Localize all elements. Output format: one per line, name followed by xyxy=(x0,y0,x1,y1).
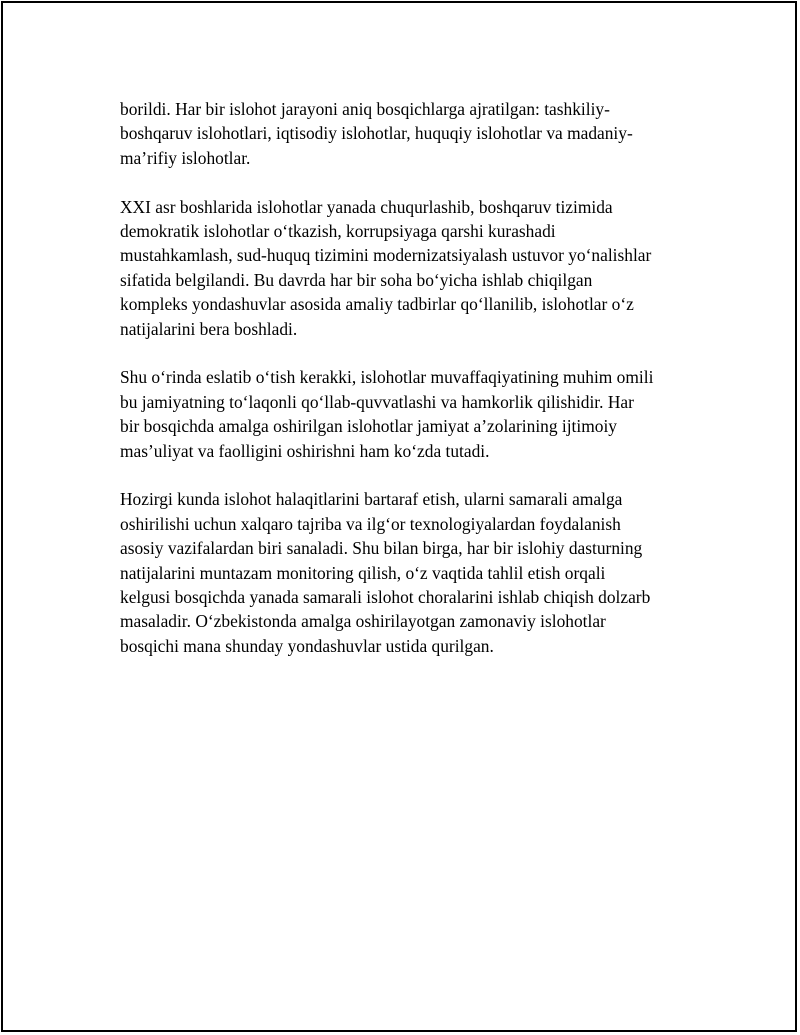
text-line: natijalarini muntazam monitoring qilish, o‘z vaqtida tahlil etish orqali xyxy=(120,562,606,583)
text-line: demokratik islohotlar o‘tkazish, korrupsiyaga qarshi kurashadi xyxy=(120,221,556,242)
text-line: oshirilishi uchun xalqaro tajriba va ilg‘or texnologiyalardan foydalanish xyxy=(120,513,621,534)
text-line: Shu o‘rinda eslatib o‘tish kerakki, islohotlar muvaffaqiyatining muhim omili xyxy=(120,367,654,388)
text-line: sifatida belgilandi. Bu davrda har bir soha bo‘yicha ishlab chiqilgan xyxy=(120,269,593,290)
text-line: kelgusi bosqichda yanada samarali islohot choralarini ishlab chiqish dolzarb xyxy=(120,587,651,608)
page-frame xyxy=(1,1,797,1032)
text-line: mustahkamlash, sud-huquq tizimini modernizatsiyalash ustuvor yo‘nalishlar xyxy=(120,245,652,266)
text-line: bu jamiyatning to‘laqonli qo‘llab-quvvatlashi va hamkorlik qilishidir. Har xyxy=(120,391,634,412)
text-line: Hozirgi kunda islohot halaqitlarini bartaraf etish, ularni samarali amalga xyxy=(120,489,623,510)
text-line: asosiy vazifalardan biri sanaladi. Shu bilan birga, har bir islohiy dasturning xyxy=(120,538,643,559)
paragraph xyxy=(120,195,695,341)
text-line: masaladir. O‘zbekistonda amalga oshirilayotgan zamonaviy islohotlar xyxy=(120,611,606,632)
paragraph xyxy=(120,97,695,170)
text-line: XXI asr boshlarida islohotlar yanada chuqurlashib, boshqaruv tizimida xyxy=(120,196,613,217)
text-line: natijalarini bera boshladi. xyxy=(120,318,298,339)
text-line: ma’rifiy islohotlar. xyxy=(120,147,251,168)
document-body xyxy=(120,97,695,683)
text-line: bir bosqichda amalga oshirilgan islohotlar jamiyat a’zolarining ijtimoiy xyxy=(120,416,617,437)
paragraph xyxy=(120,365,695,463)
text-line: borildi. Har bir islohot jarayoni aniq bosqichlarga ajratilgan: tashkiliy- xyxy=(120,99,610,119)
paragraph xyxy=(120,487,695,658)
text-line: kompleks yondashuvlar asosida amaliy tadbirlar qo‘llanilib, islohotlar o‘z xyxy=(120,294,634,315)
text-line: boshqaruv islohotlari, iqtisodiy islohotlar, huquqiy islohotlar va madaniy- xyxy=(120,123,633,144)
text-line: mas’uliyat va faolligini oshirishni ham ko‘zda tutadi. xyxy=(120,440,490,461)
text-line: bosqichi mana shunday yondashuvlar ustida qurilgan. xyxy=(120,635,494,656)
